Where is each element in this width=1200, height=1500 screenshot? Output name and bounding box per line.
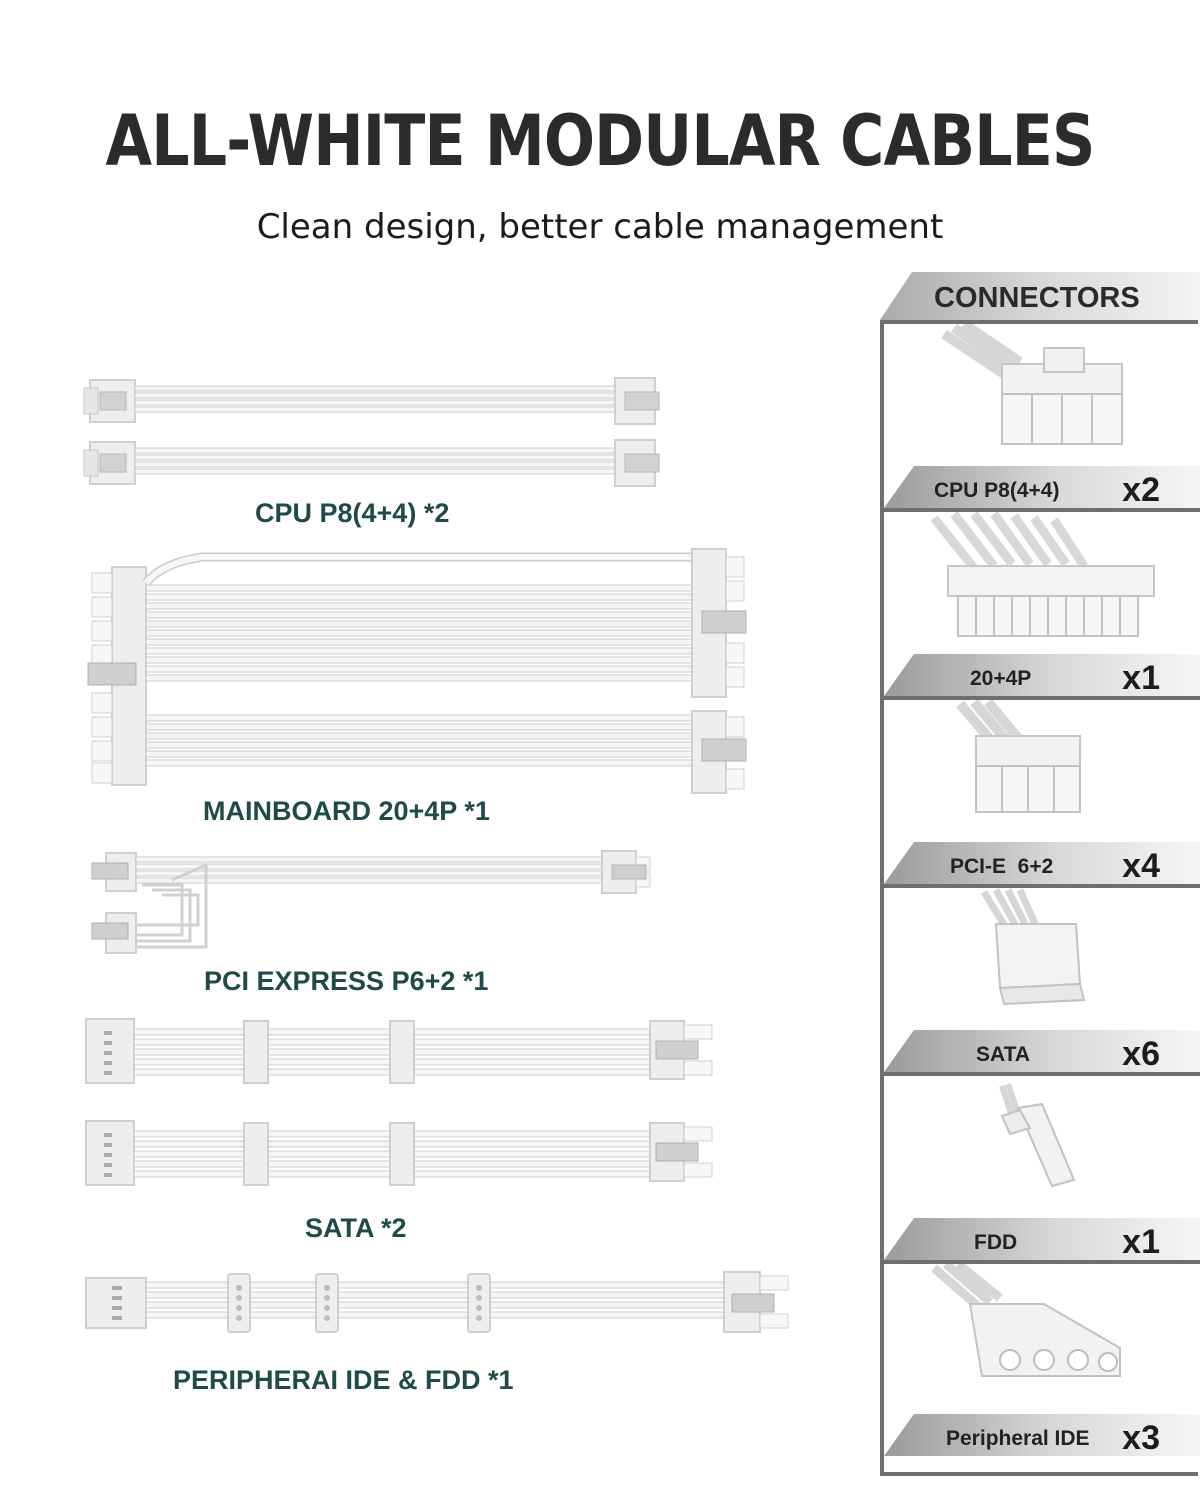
connector-bar (884, 1030, 1200, 1076)
connector-qty: x2 (1122, 471, 1160, 509)
atx-24pin-connector-icon (884, 512, 1200, 652)
cpu-cable-label: CPU P8(4+4) *2 (255, 498, 450, 528)
connector-name: SATA (976, 1043, 1031, 1066)
connector-item-atx (884, 512, 1200, 700)
cpu-8pin-connector-icon (884, 324, 1200, 464)
mainboard-cable-label: MAINBOARD 20+4P *1 (203, 796, 490, 826)
connector-name: 20+4P (970, 667, 1032, 690)
connector-name: PCI-E 6+2 (950, 855, 1054, 878)
connectors-title: CONNECTORS (934, 282, 1140, 314)
connector-name: Peripheral IDE (946, 1427, 1090, 1450)
connector-item-sata (884, 888, 1200, 1076)
cpu-cable-image (80, 370, 680, 490)
sata-connector-icon (884, 888, 1200, 1028)
pcie-cable-label: PCI EXPRESS P6+2 *1 (204, 966, 489, 996)
connector-name: FDD (974, 1231, 1018, 1254)
peripheral-cable-label: PERIPHERAI IDE & FDD *1 (173, 1365, 514, 1395)
connector-item-molex (884, 1264, 1200, 1464)
connectors-panel (880, 272, 1200, 1472)
page-title: ALL-WHITE MODULAR CABLES (105, 100, 1095, 182)
sata-cable-image (82, 1015, 722, 1195)
connector-bar (884, 842, 1200, 888)
connector-name: CPU P8(4+4) (934, 479, 1060, 502)
connector-item-pcie (884, 700, 1200, 888)
connector-qty: x3 (1122, 1419, 1160, 1457)
pcie-connector-icon (884, 700, 1200, 840)
pcie-cable-image (82, 845, 672, 960)
mainboard-cable-image (82, 545, 762, 800)
connector-bar (884, 1218, 1200, 1264)
connector-item-fdd (884, 1076, 1200, 1264)
connector-qty: x4 (1122, 847, 1160, 885)
connector-bar (884, 654, 1200, 700)
sata-cable-label: SATA *2 (305, 1213, 407, 1243)
molex-connector-icon (884, 1264, 1200, 1414)
fdd-connector-icon (884, 1076, 1200, 1216)
connector-qty: x1 (1122, 659, 1160, 697)
peripheral-cable-image (82, 1268, 802, 1338)
connector-item-cpu (884, 324, 1200, 512)
connector-qty: x6 (1122, 1035, 1160, 1073)
connector-bar (884, 466, 1200, 512)
connectors-header (880, 272, 1200, 324)
page-subtitle: Clean design, better cable management (256, 207, 944, 247)
connector-bar (884, 1414, 1200, 1460)
connector-qty: x1 (1122, 1223, 1160, 1261)
